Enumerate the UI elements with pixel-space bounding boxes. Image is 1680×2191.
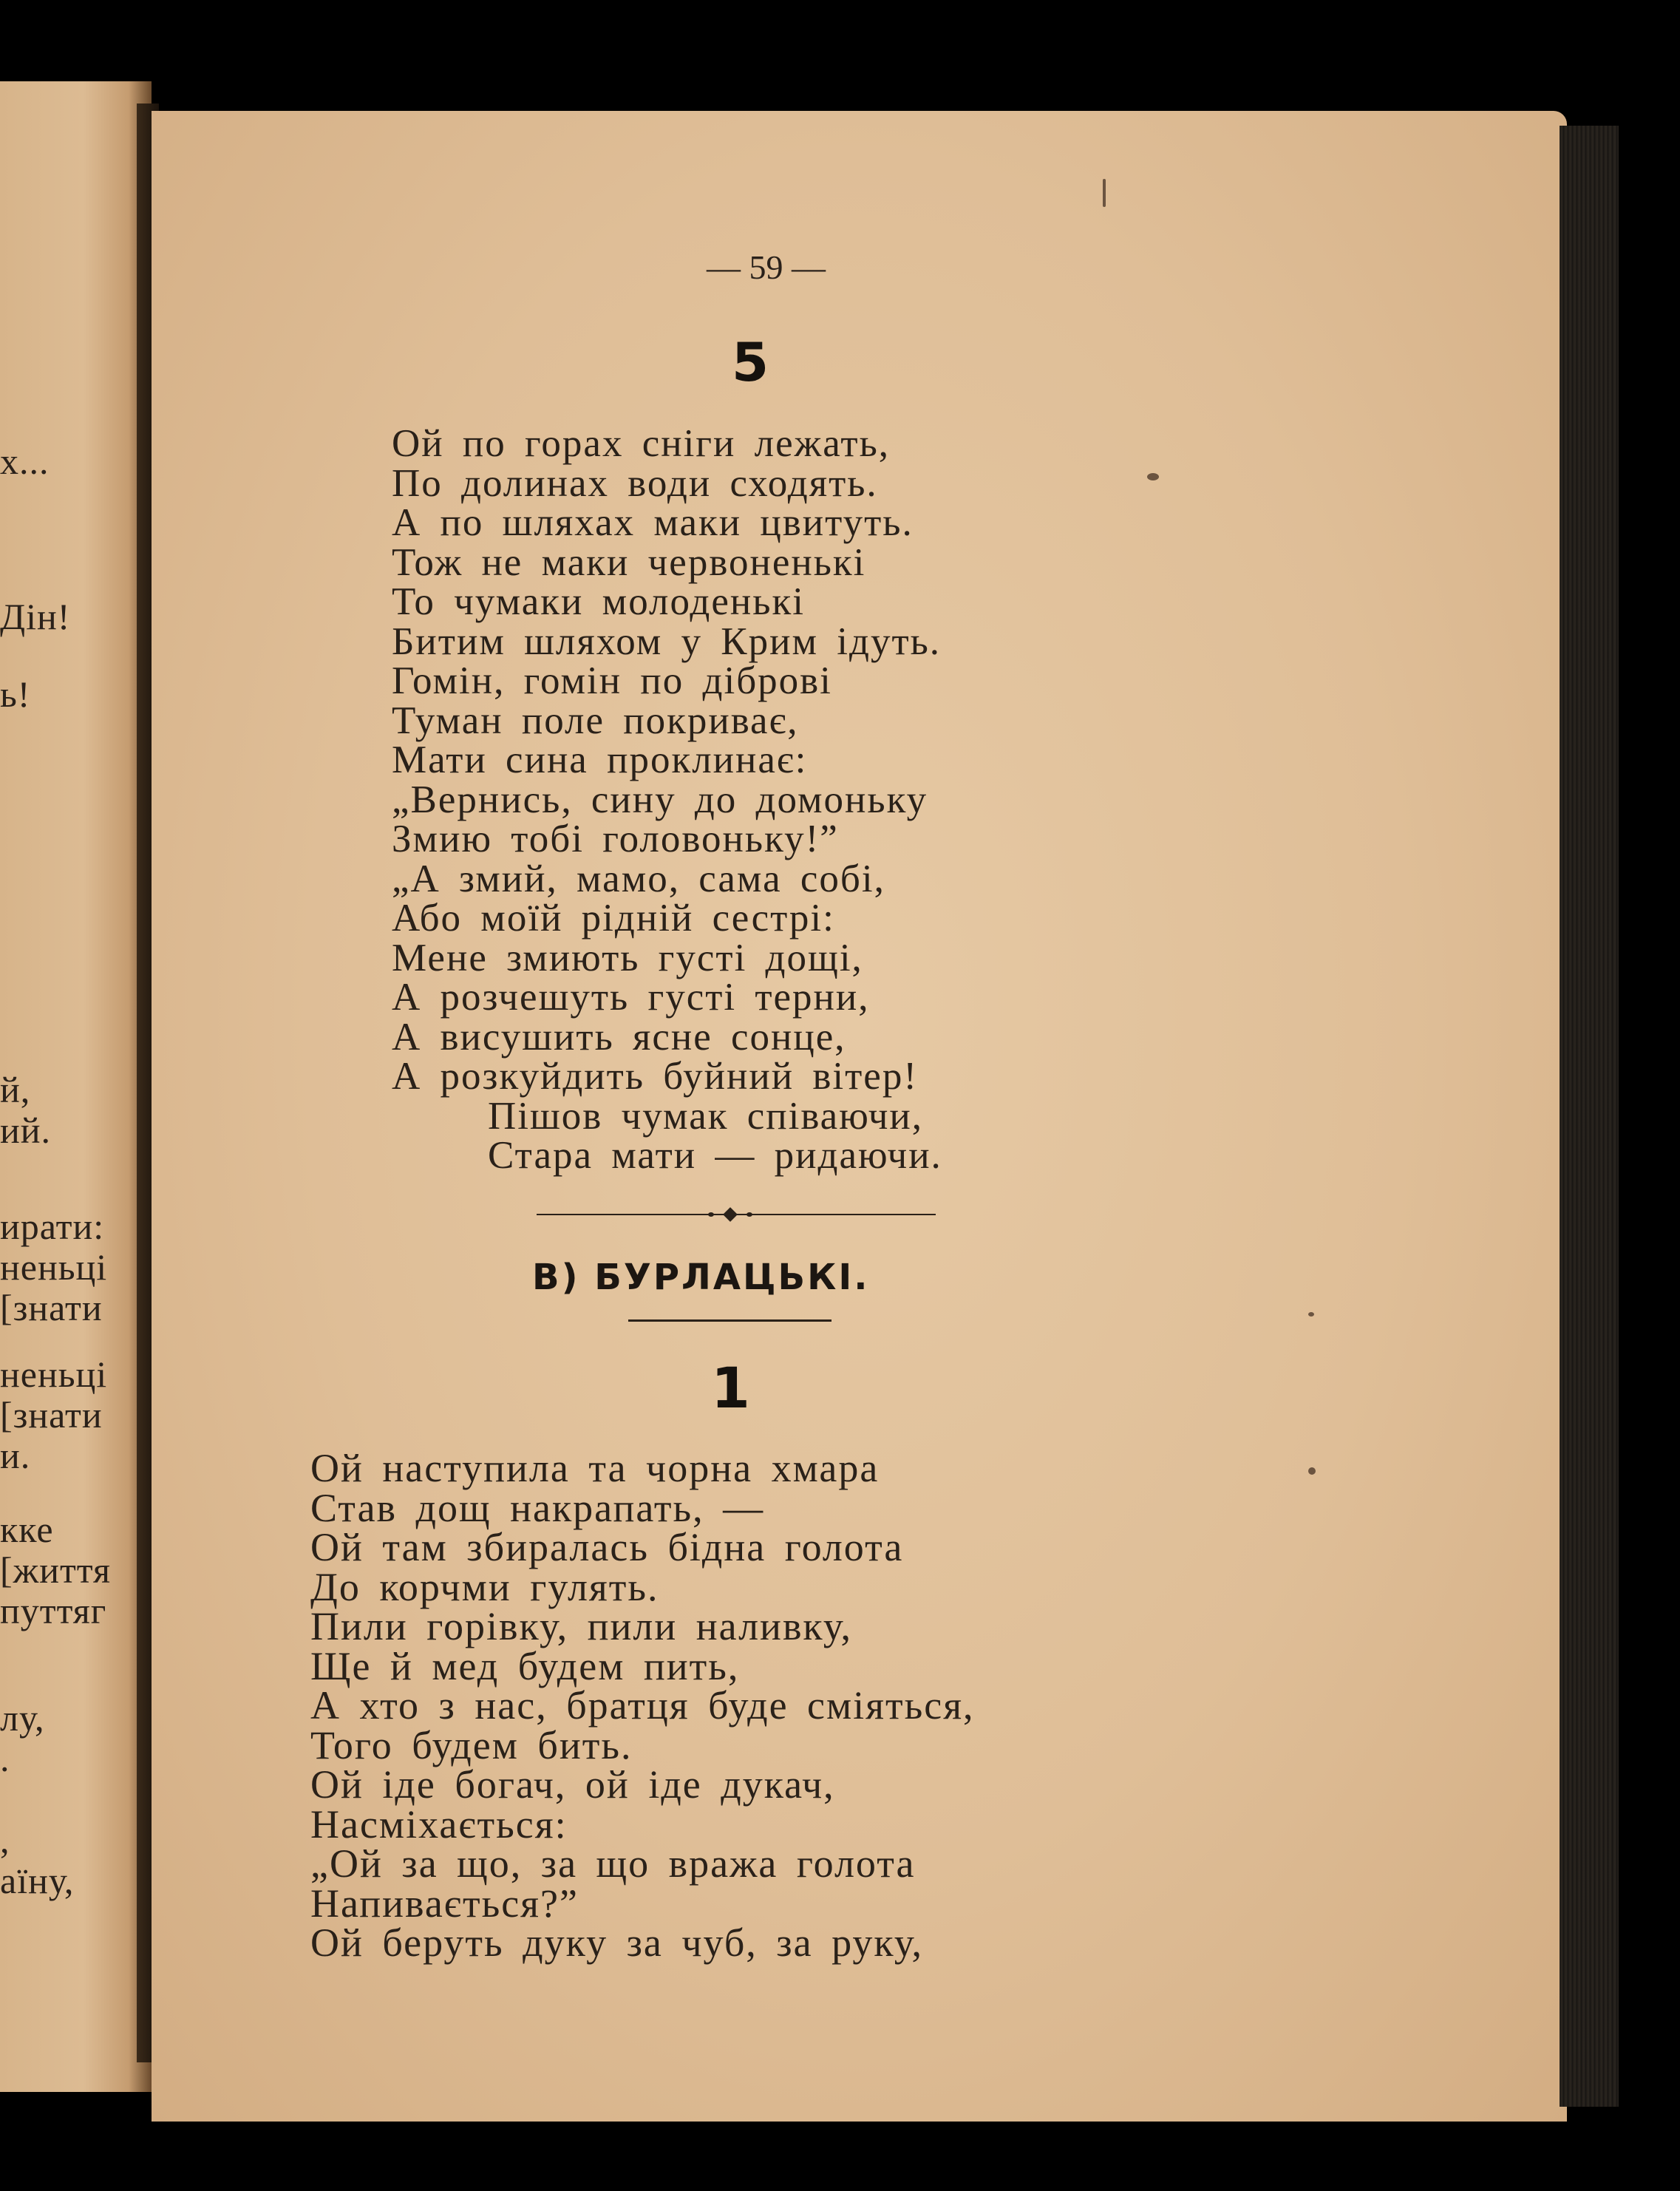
song-number-5: 5 [732, 331, 769, 393]
verse-line: Насміхається: [310, 1801, 568, 1847]
page-number-text: — 59 — [707, 248, 826, 286]
verse-line: Напивається?” [310, 1881, 579, 1926]
left-page-text-fragment: неньці [0, 1246, 108, 1288]
divider-dot [747, 1212, 752, 1217]
paper-speck [1308, 1467, 1316, 1475]
verse-line: Мати сина проклинає: [392, 738, 808, 781]
verse-line: Гомін, гомін по діброві [392, 659, 832, 702]
verse-line: Того будем бить. [310, 1722, 633, 1767]
left-page-text-fragment: ь! [0, 673, 31, 715]
left-page-text-fragment: [знати [0, 1394, 103, 1436]
verse-line-indented: Пішов чумак співаючи, [488, 1094, 924, 1138]
song-5-verse [392, 424, 942, 1176]
verse-line-indented: Стара мати — ридаючи. [488, 1134, 942, 1177]
left-page-text-fragment: неньці [0, 1353, 108, 1395]
verse-line: А розчешуть густі терни, [392, 976, 870, 1019]
verse-line: А хто з нас, братця буде сміяться, [310, 1683, 975, 1728]
left-page-text-fragment: Дін! [0, 596, 71, 637]
song-1-verse [310, 1446, 975, 1965]
left-page-text-fragment: путтяг [0, 1590, 107, 1631]
verse-line: Ой наступила та чорна хмара [310, 1446, 880, 1490]
verse-line: Змию тобі головоньку!” [392, 818, 839, 860]
left-page-text-fragment: аїну, [0, 1860, 75, 1901]
left-page-text-fragment: [знати [0, 1287, 103, 1328]
verse-line: Ой беруть дуку за чуб, за руку, [310, 1920, 923, 1965]
left-page-text-fragment: лу, [0, 1697, 45, 1739]
verse-line: „А змий, мамо, сама собі, [392, 857, 885, 900]
song-number-1: 1 [711, 1355, 750, 1421]
verse-line: Ще й мед будем пить, [310, 1643, 740, 1688]
verse-line: „Ой за що, за що вража голота [310, 1841, 916, 1886]
paper-speck [1147, 473, 1159, 480]
left-page-text-fragment: , [0, 1819, 10, 1861]
verse-line: Пили горівку, пили наливку, [310, 1604, 853, 1648]
page-number [0, 248, 1680, 287]
verse-line: Став дощ накрапать, — [310, 1485, 765, 1530]
left-page-text-fragment: и. [0, 1435, 31, 1476]
page-edges [1560, 126, 1619, 2107]
verse-line: По долинах води сходять. [392, 461, 878, 505]
verse-line: Мене змиють густі дощі, [392, 936, 863, 979]
verse-line: Ой іде богач, ой іде дукач, [310, 1762, 835, 1807]
section-divider-ornament [537, 1209, 936, 1220]
verse-line: Або моїй рідній сестрі: [392, 897, 835, 940]
left-page-text-fragment: . [0, 1738, 10, 1779]
verse-line: Битим шляхом у Крим ідуть. [392, 619, 942, 663]
left-page-text-fragment: ирати: [0, 1206, 105, 1247]
verse-line: Ой там збиралась бідна голота [310, 1525, 904, 1569]
section-title: В) БУРЛАЦЬКІ. [532, 1257, 870, 1298]
left-page-text-fragment: ий. [0, 1110, 52, 1151]
verse-line: До корчми гулять. [310, 1564, 659, 1609]
left-page-fragment [0, 81, 152, 2092]
verse-line: Ой по горах сніги лежать, [392, 422, 890, 465]
verse-line: Туман поле покриває, [392, 699, 799, 742]
left-page-text-fragment: х... [0, 441, 50, 482]
verse-line: А висушить ясне сонце, [392, 1015, 846, 1059]
verse-line: А розкуйдить буйний вітер! [392, 1055, 918, 1098]
divider-diamond [723, 1207, 738, 1222]
left-page-text-fragment: [життя [0, 1549, 111, 1591]
verse-line: Тож не маки червоненькі [392, 540, 866, 584]
verse-line: То чумаки молоденькі [392, 580, 805, 623]
left-page-text-fragment: кке [0, 1509, 54, 1550]
verse-line: А по шляхах маки цвитуть. [392, 501, 914, 544]
left-page-text-fragment: й, [0, 1069, 31, 1110]
paper-speck [1103, 179, 1106, 207]
verse-line: „Вернись, сину до домоньку [392, 778, 928, 821]
paper-speck [1308, 1312, 1314, 1317]
divider-dot [708, 1212, 714, 1217]
section-underline [628, 1319, 832, 1322]
